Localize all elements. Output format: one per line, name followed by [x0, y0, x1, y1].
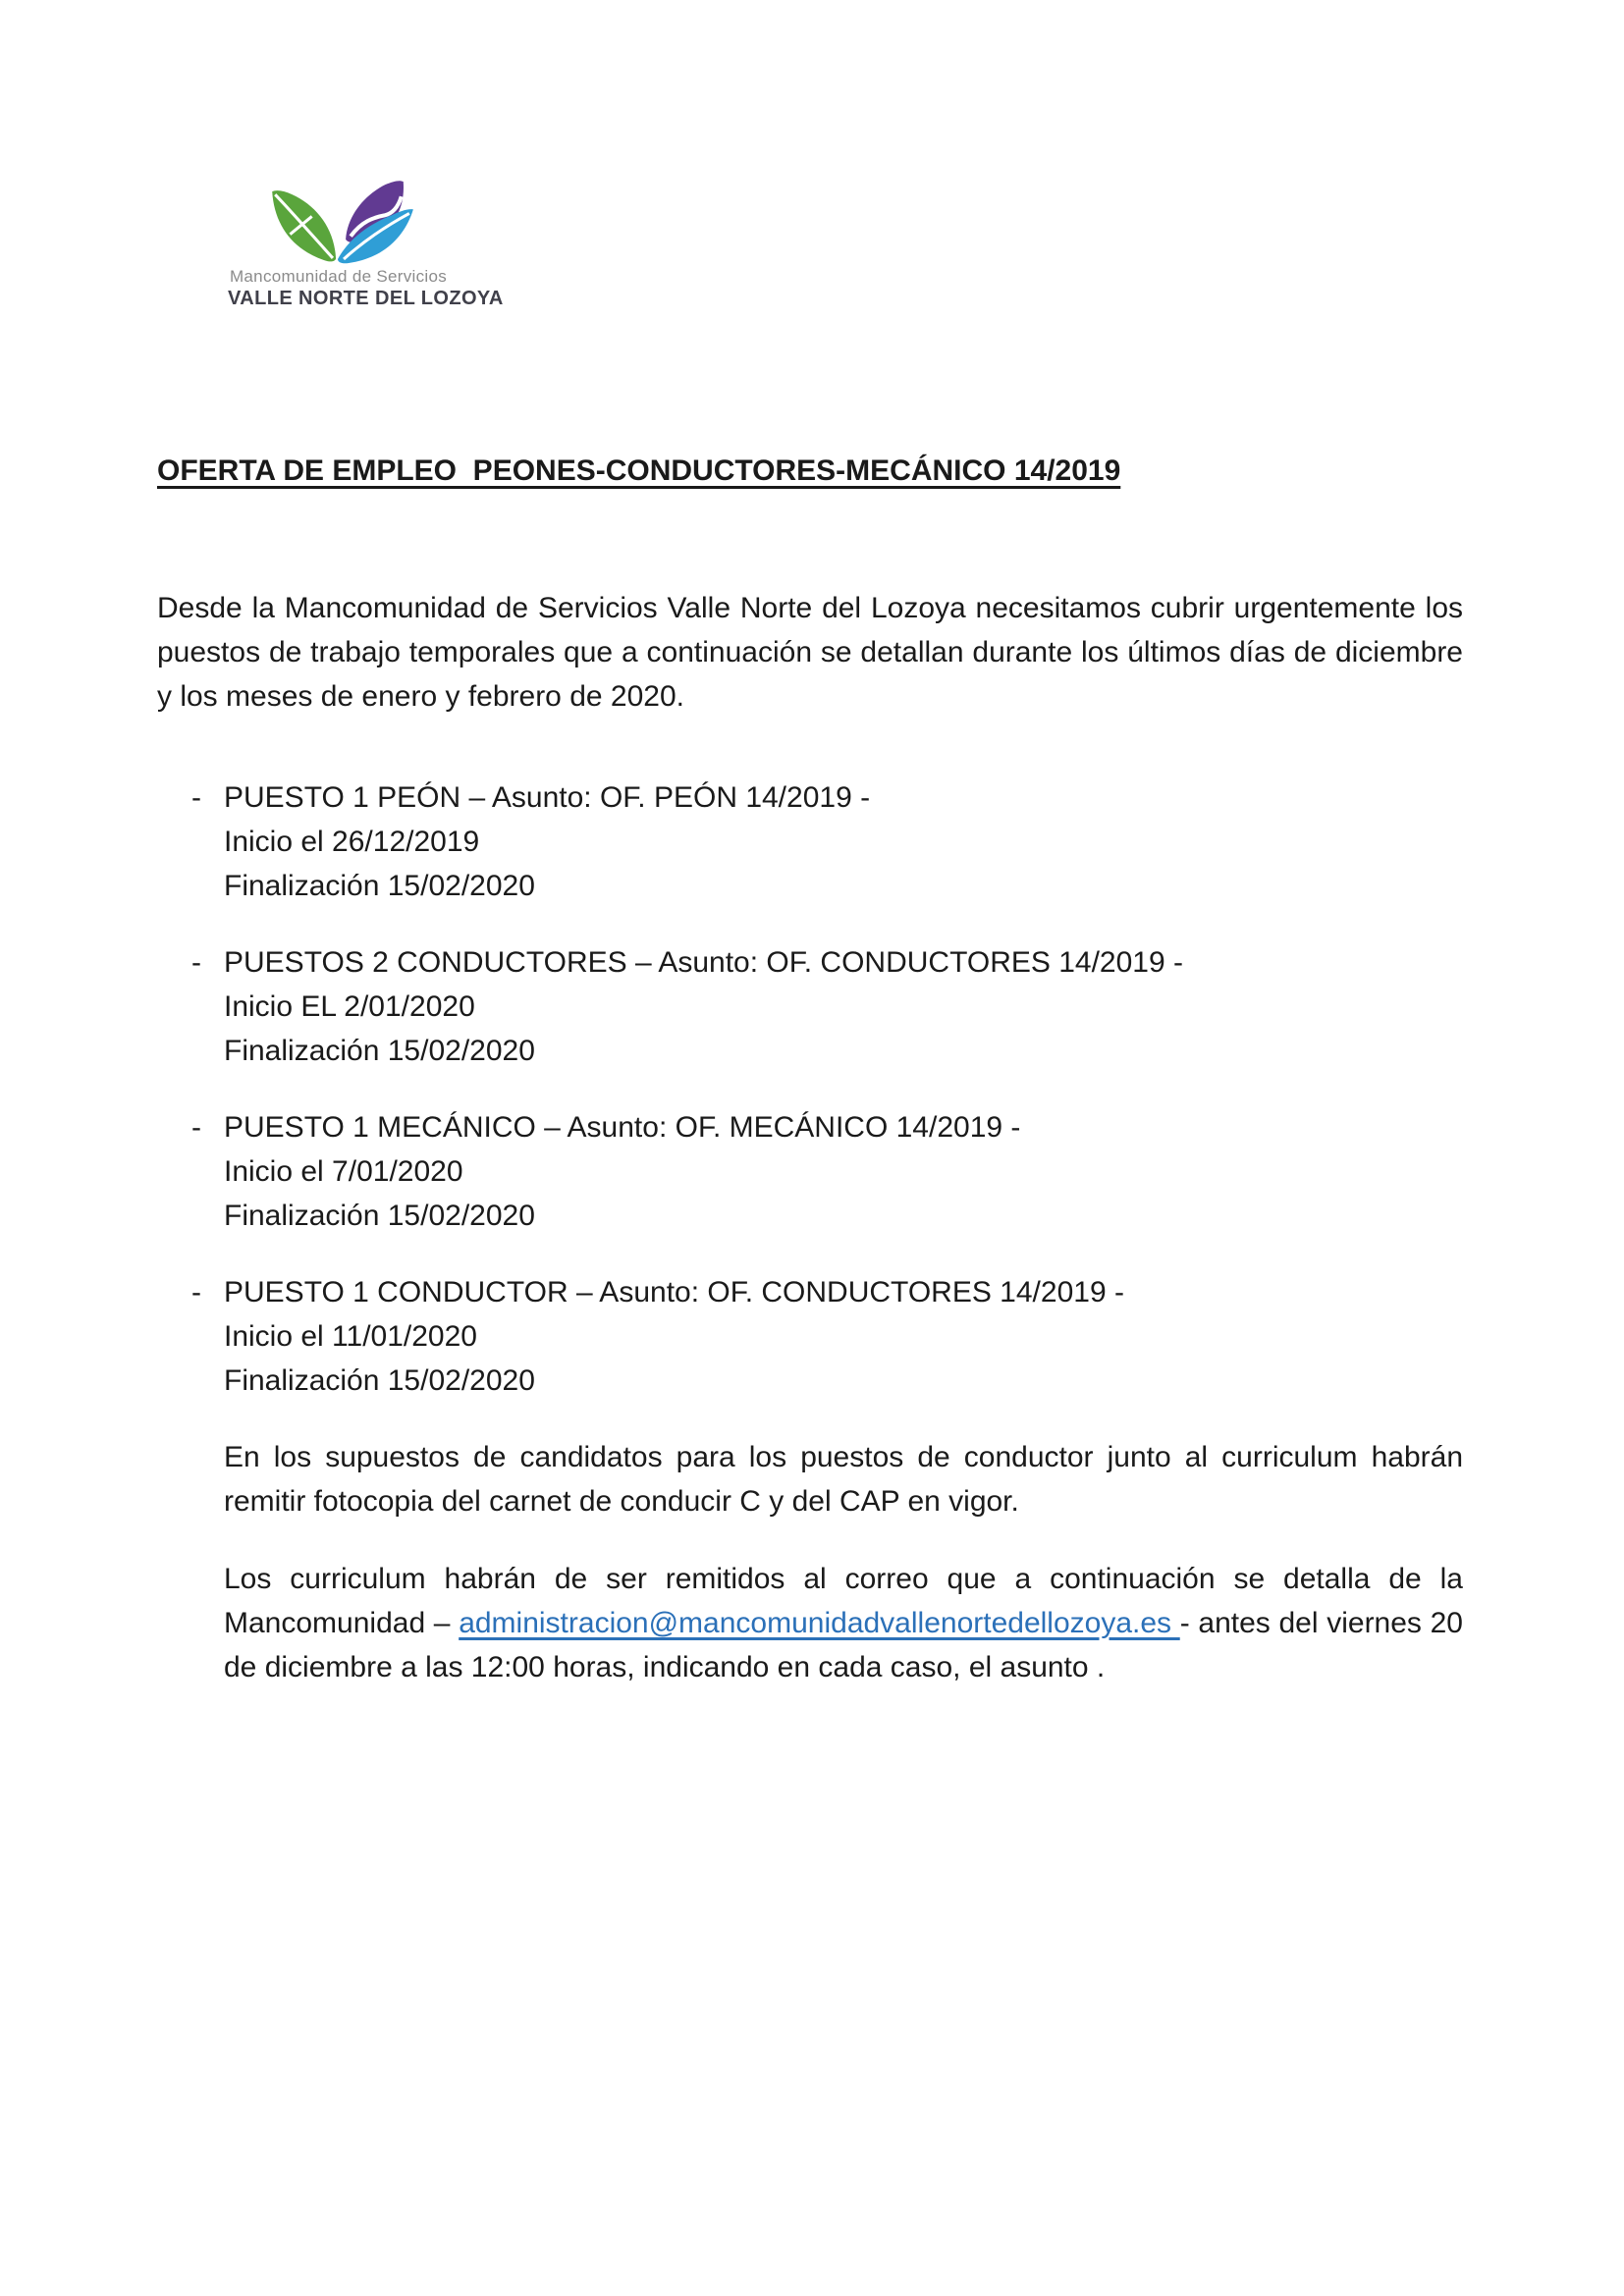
- position-title: PUESTO 1 PEÓN – Asunto: OF. PEÓN 14/2019 -: [224, 781, 871, 814]
- document-body: [157, 0, 1463, 1689]
- position-title: PUESTOS 2 CONDUCTORES – Asunto: OF. CONDUCTORES 14/2019 -: [224, 946, 1183, 979]
- position-title-line: [157, 1270, 1463, 1314]
- email-link[interactable]: administracion@mancomunidadvallenortedellozoya.es: [459, 1607, 1180, 1639]
- position-start-date: Inicio el 11/01/2020: [224, 1320, 477, 1353]
- position-end-date: Finalización 15/02/2020: [224, 1200, 535, 1232]
- position-title-line: [157, 940, 1463, 985]
- bullet-marker: -: [191, 1111, 201, 1144]
- position-item-mecanico: [157, 1105, 1463, 1238]
- logo-org-subtitle: Mancomunidad de Servicios: [229, 267, 448, 286]
- position-start-date: Inicio el 26/12/2019: [224, 826, 480, 858]
- position-item-peon: [157, 775, 1463, 908]
- position-title: PUESTO 1 MECÁNICO – Asunto: OF. MECÁNICO 14/2019 -: [224, 1111, 1021, 1144]
- position-start-date: Inicio EL 2/01/2020: [224, 990, 475, 1023]
- document-title: OFERTA DE EMPLEO PEONES-CONDUCTORES-MECÁNICO 14/2019: [157, 454, 1121, 487]
- position-title-line: [157, 1105, 1463, 1149]
- closing-paragraph: [157, 1557, 1463, 1689]
- position-item-conductores: [157, 940, 1463, 1073]
- position-title: PUESTO 1 CONDUCTOR – Asunto: OF. CONDUCTORES 14/2019 -: [224, 1276, 1124, 1308]
- closing-text-before-link: Los curriculum habrán de ser remitidos al correo que a continuación se detalla de la Mancomunidad –: [224, 1563, 1463, 1639]
- positions-list: [157, 775, 1463, 1403]
- logo-org-name: VALLE NORTE DEL LOZOYA: [228, 288, 504, 309]
- position-item-conductor: [157, 1270, 1463, 1403]
- closing-text-after-link: - antes del viernes 20 de diciembre a las 12:00 horas, indicando en cada caso, el asunto .: [224, 1607, 1463, 1683]
- bullet-marker: -: [191, 781, 201, 814]
- position-end-date: Finalización 15/02/2020: [224, 1035, 535, 1067]
- bullet-marker: -: [191, 1276, 201, 1308]
- conductor-note-paragraph: En los supuestos de candidatos para los puestos de conductor junto al curriculum habrán remitir fotocopia del carnet de conducir C y del CAP en vigor.: [224, 1441, 1463, 1518]
- position-end-date: Finalización 15/02/2020: [224, 870, 535, 902]
- position-start-date: Inicio el 7/01/2020: [224, 1155, 463, 1188]
- position-end-date: Finalización 15/02/2020: [224, 1364, 535, 1397]
- position-title-line: [157, 775, 1463, 820]
- intro-paragraph: Desde la Mancomunidad de Servicios Valle Norte del Lozoya necesitamos cubrir urgentemente los puestos de trabajo temporales que a continuación se detallan durante los últimos días de diciembre y los meses de enero y febrero de 2020.: [157, 592, 1463, 713]
- bullet-marker: -: [191, 946, 201, 979]
